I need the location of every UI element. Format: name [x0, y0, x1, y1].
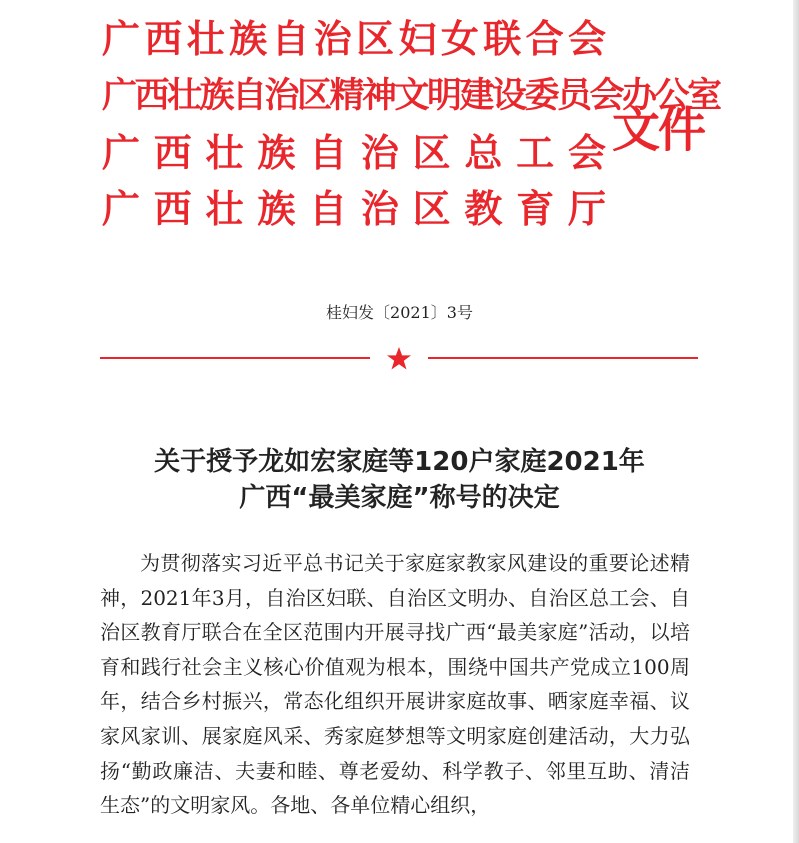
page-edge	[793, 0, 799, 843]
issuer-line-1: 广西壮族自治区妇女联合会	[102, 16, 606, 61]
red-star-icon	[386, 347, 412, 371]
document-title-line-2: 广西“最美家庭”称号的决定	[239, 483, 560, 513]
red-divider-right	[428, 357, 698, 359]
issuer-line-3: 广西壮族自治区总工会	[102, 130, 606, 175]
issuer-line-2: 广西壮族自治区精神文明建设委员会办公室	[102, 75, 720, 116]
red-divider-left	[100, 357, 370, 359]
body-paragraph: 为贯彻落实习近平总书记关于家庭家教家风建设的重要论述精神，2021年3月，自治区妇联、自治区文明办、自治区总工会、自治区教育厅联合在全区范围内开展寻找广西“最美家庭”活动，以培育和践行社会主义核心价值观为根本，围绕中国共产党成立100周年，结合乡村振兴，常态化组织开展讲家庭故事、晒家庭幸福、议家风家训、展家庭风采、秀家庭梦想等文明家庭创建活动，大力弘扬“勤政廉洁、夫妻和睦、尊老爱幼、科学教子、邻里互助、清洁生态”的文明家风。各地、各单位精心组织，	[100, 551, 690, 818]
document-title-line-1: 关于授予龙如宏家庭等120户家庭2021年	[154, 447, 645, 477]
issuer-line-4: 广西壮族自治区教育厅	[102, 186, 606, 231]
doc-type-label: 文件	[612, 102, 705, 158]
document-number: 桂妇发〔2021〕3号	[326, 303, 473, 322]
